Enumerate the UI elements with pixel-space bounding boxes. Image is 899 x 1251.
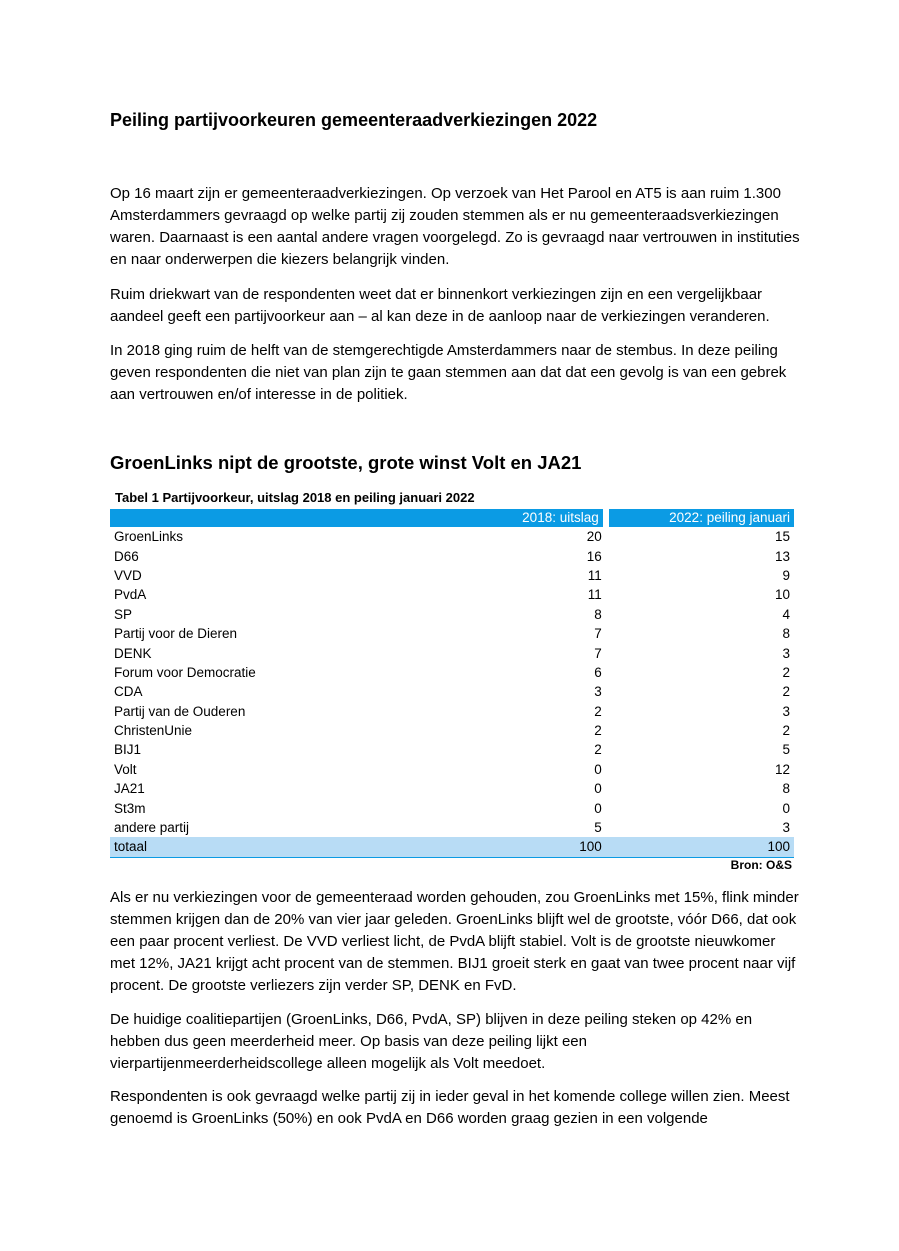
table-header-party <box>110 509 472 527</box>
party-name-cell: andere partij <box>114 820 190 836</box>
table-row <box>110 798 794 817</box>
party-name-cell: Partij voor de Dieren <box>114 626 238 642</box>
table-row <box>110 818 794 837</box>
poll-2022-cell: 3 <box>782 703 790 719</box>
table-row <box>110 546 794 565</box>
result-2018-cell: 11 <box>587 567 602 583</box>
party-name-cell: BIJ1 <box>114 742 142 758</box>
table-source: Bron: O&S <box>730 858 792 872</box>
party-name-cell: Forum voor Democratie <box>114 664 256 680</box>
table-row <box>110 740 794 759</box>
result-2018-cell: 11 <box>587 587 602 603</box>
table-row <box>110 779 794 798</box>
party-name-cell: PvdA <box>114 587 147 603</box>
intro-paragraph-2: Ruim driekwart van de respondenten weet dat er binnenkort verkiezingen zijn en een vergelijkbaar aandeel geeft een partijvoorkeur aan – al kan deze in de aanloop naar de verkiezingen veranderen. <box>110 286 770 325</box>
party-name-cell: Partij van de Ouderen <box>114 703 246 719</box>
party-name-cell: JA21 <box>114 781 145 797</box>
result-2018-cell: 0 <box>594 761 602 777</box>
party-name-cell: Volt <box>114 761 137 777</box>
total-2022-cell: 100 <box>606 837 794 857</box>
poll-2022-cell: 5 <box>782 742 790 758</box>
total-2018-cell: 100 <box>472 837 605 857</box>
table-row <box>110 760 794 779</box>
result-2018-cell: 16 <box>586 548 602 564</box>
party-name-cell: ChristenUnie <box>114 723 193 739</box>
poll-2022-cell: 3 <box>782 645 790 661</box>
page-title: Peiling partijvoorkeuren gemeenteraadverkiezingen 2022 <box>110 110 598 130</box>
party-name-cell: CDA <box>114 684 143 700</box>
table-header-2022: 2022: peiling januari <box>606 509 794 527</box>
poll-2022-cell: 2 <box>782 723 790 739</box>
poll-2022-cell: 10 <box>774 587 790 603</box>
result-2018-cell: 7 <box>594 626 602 642</box>
party-name-cell: DENK <box>114 645 152 661</box>
party-preference-table <box>110 509 794 858</box>
poll-2022-cell: 2 <box>782 684 790 700</box>
table-row <box>110 624 794 643</box>
table-row <box>110 643 794 662</box>
table-row <box>110 702 794 721</box>
party-name-cell: SP <box>114 606 133 622</box>
poll-2022-cell: 15 <box>774 529 790 545</box>
party-name-cell: VVD <box>114 567 142 583</box>
intro-paragraph-1: Op 16 maart zijn er gemeenteraadverkiezingen. Op verzoek van Het Parool en AT5 is aan ruim 1.300 Amsterdammers gevraagd op welke partij zij zouden stemmen als er nu gemeenteraadsverkiezingen waren. Daarnaast is een aantal andere vragen voorgelegd. Zo is gevraagd naar vertrouwen in instituties en naar onderwerpen die kiezers belangrijk vinden. <box>110 185 800 268</box>
poll-2022-cell: 12 <box>774 761 790 777</box>
table-row <box>110 663 794 682</box>
result-2018-cell: 0 <box>594 781 602 797</box>
result-2018-cell: 3 <box>594 684 602 700</box>
table-row <box>110 566 794 585</box>
result-2018-cell: 5 <box>594 820 602 836</box>
result-2018-cell: 2 <box>594 742 602 758</box>
result-2018-cell: 6 <box>594 664 602 680</box>
table-header-row <box>110 509 794 527</box>
body-paragraph-1: Als er nu verkiezingen voor de gemeenteraad worden gehouden, zou GroenLinks met 15%, flink minder stemmen krijgen dan de 20% van vier jaar geleden. GroenLinks blijft wel de grootste, vóór D66, dat ook een paar procent verliest. De VVD verliest licht, de PvdA blijft stabiel. Volt is de grootste nieuwkomer met 12%, JA21 krijgt acht procent van de stemmen. BIJ1 groeit sterk en gaat van twee procent naar vijf procent. De grootste verliezers zijn verder SP, DENK en FvD. <box>110 889 799 994</box>
result-2018-cell: 2 <box>594 703 602 719</box>
table-row <box>110 721 794 740</box>
section-heading: GroenLinks nipt de grootste, grote winst Volt en JA21 <box>110 452 582 473</box>
result-2018-cell: 20 <box>586 529 602 545</box>
poll-2022-cell: 8 <box>782 781 790 797</box>
party-name-cell: GroenLinks <box>114 529 184 545</box>
intro-paragraph-3: In 2018 ging ruim de helft van de stemgerechtigde Amsterdammers naar de stembus. In deze peiling geven respondenten die niet van plan zijn te gaan stemmen aan dat dat een gevolg is van een gebrek aan vertrouwen en/of interesse in de politiek. <box>110 342 787 403</box>
poll-2022-cell: 3 <box>782 820 790 836</box>
party-name-cell: D66 <box>114 548 139 564</box>
total-label-cell: totaal <box>110 837 472 857</box>
poll-2022-cell: 2 <box>782 664 790 680</box>
party-name-cell: St3m <box>114 800 146 816</box>
poll-2022-cell: 9 <box>782 567 790 583</box>
table-row <box>110 605 794 624</box>
table-body <box>110 527 794 857</box>
result-2018-cell: 2 <box>594 723 602 739</box>
result-2018-cell: 0 <box>594 800 602 816</box>
result-2018-cell: 8 <box>594 606 602 622</box>
result-2018-cell: 7 <box>594 645 602 661</box>
body-paragraph-2: De huidige coalitiepartijen (GroenLinks, D66, PvdA, SP) blijven in deze peiling steken op 42% en hebben dus geen meerderheid meer. Op basis van deze peiling lijkt een vierpartijenmeerderheidscollege alleen mogelijk als Volt meedoet. <box>110 1011 753 1072</box>
poll-2022-cell: 8 <box>782 626 790 642</box>
table-total-row <box>110 837 794 857</box>
poll-2022-cell: 0 <box>782 800 790 816</box>
poll-2022-cell: 4 <box>782 606 790 622</box>
body-paragraph-3: Respondenten is ook gevraagd welke partij zij in ieder geval in het komende college willen zien. Meest genoemd is GroenLinks (50%) en ook PvdA en D66 worden graag gezien in een volgende <box>110 1088 790 1127</box>
table-header-2018: 2018: uitslag <box>472 509 605 527</box>
table-row <box>110 682 794 701</box>
poll-2022-cell: 13 <box>774 548 790 564</box>
table-row <box>110 527 794 546</box>
table-row <box>110 585 794 604</box>
table-caption: Tabel 1 Partijvoorkeur, uitslag 2018 en peiling januari 2022 <box>115 490 475 505</box>
